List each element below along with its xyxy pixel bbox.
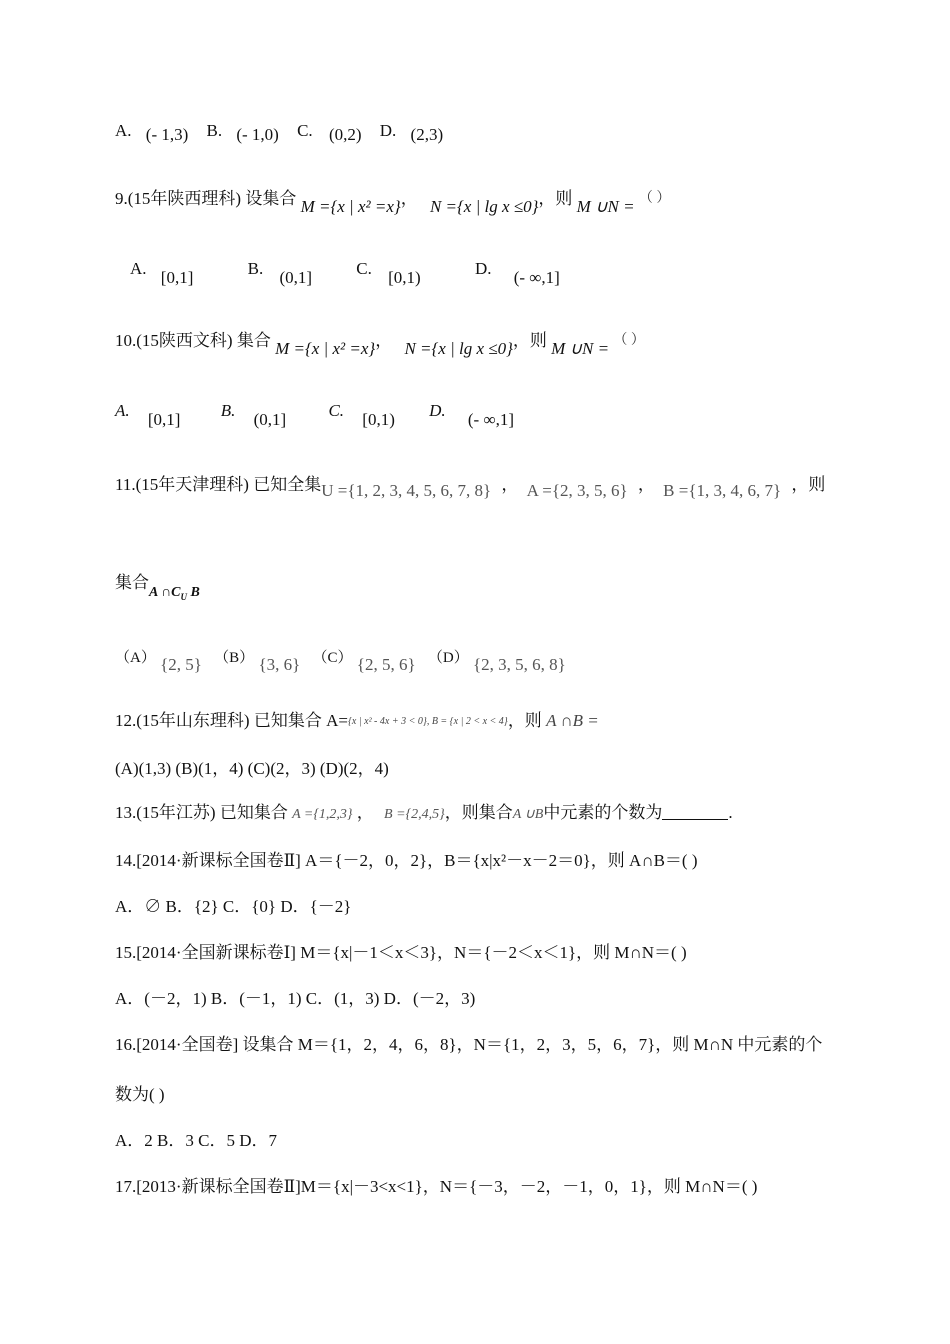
q8-opt-a-label: A. (115, 121, 132, 140)
q10-options (115, 400, 514, 431)
q12-options: (A)(1,3) (B)(1，4) (C)(2，3) (D)(2，4) (115, 759, 389, 778)
q10-opt-b-value: (0,1] (253, 410, 287, 429)
q10-set-n: N ={x | lg x ≤0} (404, 339, 513, 358)
q9-opt-b-label: B. (247, 259, 264, 278)
q9-set-n: N ={x | lg x ≤0} (429, 197, 539, 216)
q9-opt-d-value: (- ∞,1] (513, 268, 560, 287)
q9-sep: ， (400, 189, 418, 208)
q11-expr-tail: B (186, 585, 200, 600)
q13-then: ，则集合 (444, 803, 513, 822)
q8-opt-b-value: (- 1,0) (236, 125, 279, 144)
q10-opt-b-label: B. (220, 401, 236, 420)
q11-opt-c-label: （C） (312, 650, 353, 666)
q11-opt-c-value: {2, 5, 6} (356, 655, 416, 674)
q11-expr-sub: U (180, 591, 187, 602)
q12-then: ，则 (507, 711, 542, 730)
q12-stem-text: 12.(15年山东理科) 已知集合 A= (115, 711, 348, 730)
q9-then: ，则 (538, 189, 573, 208)
q11-sep2: ， (637, 475, 655, 494)
q13-expr: A ∪B (512, 807, 544, 822)
q17-stem: 17.[2013·新课标全国卷Ⅱ]M＝{x|－3<x<1}，N＝{－3，－2，－1，0，1}，则 M∩N＝( ) (115, 1177, 758, 1196)
q10-stem-text: 10.(15陕西文科) 集合 (115, 331, 271, 350)
q14-stem: 14.[2014·新课标全国卷Ⅱ] A＝{－2，0，2}，B＝{x|x²－x－2＝0}，则 A∩B＝( ) (115, 851, 698, 870)
q10-then: ，则 (512, 331, 547, 350)
q10-opt-c-label: C. (328, 401, 345, 420)
q11-set-u: U ={1, 2, 3, 4, 5, 6, 7, 8} (321, 481, 492, 500)
q11-expr (149, 585, 200, 600)
q11-sep1: ， (501, 475, 519, 494)
q11-expr-main: A ∩C (149, 585, 181, 600)
q10-opt-d-value: (- ∞,1] (467, 410, 514, 429)
q11-opt-b-label: （B） (214, 650, 255, 666)
q10-opt-d-label: D. (429, 401, 446, 420)
q9-set-m: M ={x | x² =x} (300, 197, 401, 216)
q14-options: A．∅ B．{2} C．{0} D．{－2} (115, 897, 352, 916)
q10-paren: （ ） (613, 333, 645, 348)
q11-opt-a-value: {2, 5} (160, 655, 202, 674)
q13-set-b: B ={2,4,5} (384, 807, 445, 822)
q10-set-m: M ={x | x² =x} (275, 339, 376, 358)
q8-opt-a-value: (- 1,3) (145, 125, 189, 144)
q10-opt-a-value: [0,1] (147, 410, 181, 429)
q12-sets: {x | x² - 4x + 3 < 0}, B = {x | 2 < x < 4} (347, 716, 508, 727)
q9-opt-d-label: D. (474, 259, 492, 278)
q16-options: A．2 B．3 C．5 D．7 (115, 1131, 277, 1150)
q13-answer-blank (662, 803, 728, 820)
q11-then: ，则 (791, 475, 826, 494)
q16-line2: 数为( ) (115, 1085, 165, 1104)
q11-opt-b-value: {3, 6} (258, 655, 301, 674)
q15-options: A．(－2，1) B．(－1，1) C．(1，3) D．(－2，3) (115, 989, 476, 1008)
q8-opt-d-value: (2,3) (410, 125, 444, 144)
q11-set-b: B ={1, 3, 4, 6, 7} (663, 481, 782, 500)
q10-stem (115, 330, 645, 360)
q9-opt-a-value: [0,1] (160, 268, 194, 287)
q11-set-a: A ={2, 3, 5, 6} (526, 481, 628, 500)
q9-stem (115, 188, 670, 218)
q13-end: . (728, 803, 733, 822)
q8-options (115, 120, 443, 146)
q8-opt-b-label: B. (206, 121, 223, 140)
q11-line2-text: 集合 (115, 573, 149, 592)
q9-opt-c-label: C. (356, 259, 372, 278)
q9-opt-b-value: (0,1] (279, 268, 313, 287)
q9-options (130, 258, 560, 289)
q13-tail: 中元素的个数为 (543, 803, 663, 822)
q13-stem (115, 802, 733, 826)
q11-stem (115, 474, 825, 502)
q12-ask: A ∩B = (546, 711, 599, 730)
q9-opt-c-value: [0,1) (388, 268, 421, 287)
q8-opt-d-label: D. (379, 121, 397, 140)
q12-stem (115, 710, 599, 733)
q15-stem: 15.[2014·全国新课标卷Ⅰ] M＝{x|－1＜x＜3}，N＝{－2＜x＜1}，则 M∩N＝( ) (115, 943, 687, 962)
q10-ask: M ∪N = (551, 339, 610, 358)
q10-opt-c-value: [0,1) (362, 410, 395, 429)
q11-options (115, 646, 566, 676)
q9-opt-a-label: A. (130, 259, 147, 278)
q11-opt-d-value: {2, 3, 5, 6, 8} (472, 655, 566, 674)
q9-stem-text: 9.(15年陕西理科) 设集合 (115, 189, 297, 208)
q9-paren: （ ） (638, 191, 671, 206)
q8-opt-c-value: (0,2) (328, 125, 362, 144)
q13-sep: ， (356, 803, 374, 822)
q11-opt-a-label: （A） (115, 650, 156, 666)
q13-set-a: A ={1,2,3} (292, 807, 353, 822)
q10-opt-a-label: A. (115, 401, 130, 420)
q16-stem: 16.[2014·全国卷] 设集合 M＝{1，2，4，6，8}，N＝{1，2，3，5，6，7}，则 M∩N 中元素的个 (115, 1035, 823, 1054)
q10-sep: ， (375, 331, 393, 350)
q11-line2 (115, 572, 200, 608)
q8-opt-c-label: C. (297, 121, 313, 140)
q11-opt-d-label: （D） (427, 650, 469, 666)
q11-stem-text: 11.(15年天津理科) 已知全集 (115, 475, 322, 494)
q9-ask: M ∪N = (576, 197, 635, 216)
q13-stem-text: 13.(15年江苏) 已知集合 (115, 803, 288, 822)
